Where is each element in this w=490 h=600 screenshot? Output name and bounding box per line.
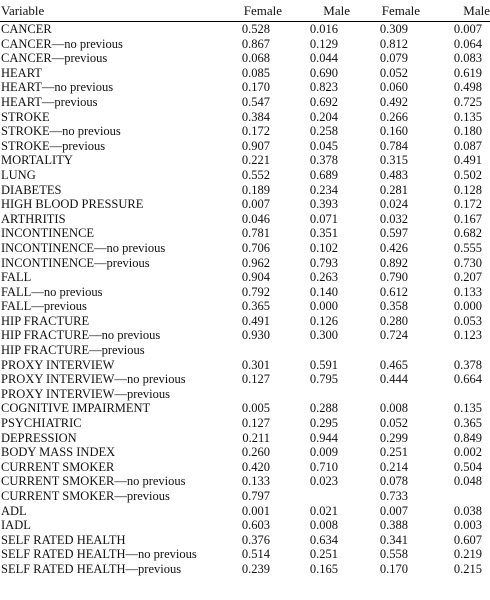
cell-female-2: 0.024 <box>379 197 408 212</box>
row-variable: HEART <box>1 65 42 80</box>
cell-male-2 <box>420 387 490 402</box>
cell-male-1 <box>282 387 350 402</box>
cell-male-2: 0.038 <box>453 503 482 518</box>
cell-male-2: 0.003 <box>453 518 482 533</box>
row-variable: FALL <box>1 270 32 285</box>
cell-male-2: 0.491 <box>453 153 482 168</box>
table-row <box>0 314 490 329</box>
table-row <box>0 139 490 154</box>
cell-male-2: 0.000 <box>453 299 482 314</box>
cell-female-1: 0.005 <box>241 401 270 416</box>
cell-male-1: 0.071 <box>309 211 338 226</box>
cell-female-1: 0.133 <box>241 474 270 489</box>
table-row <box>0 183 490 198</box>
cell-female-2: 0.214 <box>379 459 408 474</box>
cell-male-2: 0.172 <box>453 197 482 212</box>
table-row <box>0 460 490 475</box>
cell-male-2: 0.207 <box>453 270 482 285</box>
table-row <box>0 445 490 460</box>
cell-male-1: 0.258 <box>309 124 338 139</box>
cell-female-1: 0.514 <box>241 547 270 562</box>
cell-male-2: 0.215 <box>453 561 482 576</box>
cell-male-2: 0.725 <box>453 94 482 109</box>
cell-male-2: 0.664 <box>453 372 482 387</box>
table-row <box>0 474 490 489</box>
cell-male-2 <box>420 489 490 504</box>
table-row <box>0 489 490 504</box>
table-row <box>0 197 490 212</box>
cell-male-1: 0.393 <box>309 197 338 212</box>
row-variable: CANCER—no previous <box>1 36 123 51</box>
cell-female-1: 0.962 <box>241 255 270 270</box>
cell-male-1: 0.234 <box>309 182 338 197</box>
cell-female-2: 0.315 <box>379 153 408 168</box>
cell-female-2: 0.358 <box>379 299 408 314</box>
row-variable: PROXY INTERVIEW—previous <box>1 386 171 401</box>
cell-female-2: 0.079 <box>379 51 408 66</box>
row-variable: PROXY INTERVIEW <box>1 357 115 372</box>
cell-female-2: 0.170 <box>379 561 408 576</box>
cell-male-2: 0.619 <box>453 65 482 80</box>
cell-male-2: 0.682 <box>453 226 482 241</box>
cell-female-2: 0.266 <box>379 109 408 124</box>
cell-female-2: 0.281 <box>379 182 408 197</box>
cell-female-1: 0.068 <box>241 51 270 66</box>
cell-male-2: 0.502 <box>453 167 482 182</box>
row-variable: HEART—previous <box>1 94 98 109</box>
table-row <box>0 372 490 387</box>
row-variable: COGNITIVE IMPAIRMENT <box>1 401 151 416</box>
cell-male-1: 0.351 <box>309 226 338 241</box>
header-female-2: Female <box>350 0 420 22</box>
row-variable: SELF RATED HEALTH—no previous <box>1 547 197 562</box>
table-row <box>0 168 490 183</box>
cell-male-1 <box>282 489 350 504</box>
cell-female-2: 0.160 <box>379 124 408 139</box>
cell-female-1: 0.127 <box>241 416 270 431</box>
cell-female-2: 0.892 <box>379 255 408 270</box>
cell-male-2: 0.180 <box>453 124 482 139</box>
row-variable: STROKE <box>1 109 50 124</box>
cell-female-1: 0.907 <box>241 138 270 153</box>
cell-male-1: 0.008 <box>309 518 338 533</box>
cell-female-1: 0.365 <box>241 299 270 314</box>
cell-male-2: 0.607 <box>453 532 482 547</box>
header-female-1: Female <box>215 0 282 22</box>
cell-female-1: 0.603 <box>241 518 270 533</box>
table-row <box>0 504 490 519</box>
cell-female-2: 0.733 <box>379 489 408 503</box>
cell-female-1: 0.552 <box>241 167 270 182</box>
cell-female-1: 0.007 <box>241 197 270 212</box>
cell-male-2: 0.730 <box>453 255 482 270</box>
row-variable: INCONTINENCE <box>1 226 95 241</box>
cell-female-1: 0.170 <box>241 80 270 95</box>
row-variable: FALL—no previous <box>1 284 103 299</box>
cell-female-1: 0.085 <box>241 65 270 80</box>
row-variable: HIP FRACTURE—previous <box>1 343 145 358</box>
cell-male-1: 0.045 <box>309 138 338 153</box>
row-variable: INCONTINENCE—no previous <box>1 240 166 255</box>
table-row <box>0 416 490 431</box>
cell-male-2: 0.053 <box>453 313 482 328</box>
row-variable: ARTHRITIS <box>1 211 66 226</box>
header-row <box>0 0 490 22</box>
cell-male-1: 0.288 <box>309 401 338 416</box>
cell-female-1: 0.301 <box>241 357 270 372</box>
table-row <box>0 153 490 168</box>
cell-male-1: 0.000 <box>309 299 338 314</box>
row-variable: FALL—previous <box>1 299 87 314</box>
table-body <box>0 22 490 577</box>
cell-female-1: 0.867 <box>241 36 270 51</box>
table-row <box>0 66 490 81</box>
header-variable: Variable <box>0 0 215 22</box>
cell-male-1: 0.378 <box>309 153 338 168</box>
row-variable: HIP FRACTURE—no previous <box>1 328 161 343</box>
row-variable: LUNG <box>1 167 36 182</box>
row-variable: STROKE—previous <box>1 138 106 153</box>
cell-male-2: 0.498 <box>453 80 482 95</box>
table-row <box>0 285 490 300</box>
cell-female-2: 0.032 <box>379 211 408 226</box>
cell-female-1 <box>215 343 282 358</box>
cell-female-2: 0.078 <box>379 474 408 489</box>
cell-male-1: 0.689 <box>309 167 338 182</box>
cell-female-2: 0.052 <box>379 65 408 80</box>
header-male-1: Male <box>282 0 350 22</box>
row-variable: INCONTINENCE—previous <box>1 255 150 270</box>
cell-female-2: 0.309 <box>379 22 408 36</box>
cell-male-1: 0.140 <box>309 284 338 299</box>
cell-male-1: 0.165 <box>309 561 338 576</box>
cell-male-1: 0.126 <box>309 313 338 328</box>
cell-female-2: 0.060 <box>379 80 408 95</box>
row-variable: HEART—no previous <box>1 80 114 95</box>
cell-female-2: 0.426 <box>379 240 408 255</box>
table-row <box>0 328 490 343</box>
row-variable: CANCER—previous <box>1 51 108 66</box>
cell-male-2: 0.123 <box>453 328 482 343</box>
cell-male-2: 0.087 <box>453 138 482 153</box>
cell-male-2: 0.219 <box>453 547 482 562</box>
table-row <box>0 518 490 533</box>
cell-male-2: 0.133 <box>453 284 482 299</box>
row-variable: DIABETES <box>1 182 62 197</box>
table-row <box>0 533 490 548</box>
cell-female-1: 0.172 <box>241 124 270 139</box>
cell-female-1: 0.211 <box>242 430 270 445</box>
cell-female-2: 0.558 <box>379 547 408 562</box>
cell-male-2: 0.555 <box>453 240 482 255</box>
cell-male-1: 0.793 <box>309 255 338 270</box>
table-row <box>0 270 490 285</box>
cell-male-2: 0.002 <box>453 445 482 460</box>
cell-male-1: 0.263 <box>309 270 338 285</box>
cell-male-2: 0.849 <box>453 430 482 445</box>
cell-male-1: 0.944 <box>309 430 338 445</box>
cell-female-2 <box>350 343 420 358</box>
cell-female-2 <box>350 387 420 402</box>
row-variable: BODY MASS INDEX <box>1 445 116 460</box>
cell-male-1: 0.204 <box>309 109 338 124</box>
row-variable: DEPRESSION <box>1 430 77 445</box>
cell-female-2: 0.388 <box>379 518 408 533</box>
row-variable: ADL <box>1 503 27 518</box>
row-variable: HIP FRACTURE <box>1 313 90 328</box>
cell-female-2: 0.597 <box>379 226 408 241</box>
cell-female-1: 0.797 <box>241 489 270 503</box>
cell-male-2: 0.128 <box>453 182 482 197</box>
cell-male-1 <box>282 343 350 358</box>
table-row <box>0 358 490 373</box>
row-variable: CANCER <box>1 22 52 36</box>
table-row <box>0 51 490 66</box>
cell-male-2: 0.048 <box>453 474 482 489</box>
cell-male-1: 0.023 <box>309 474 338 489</box>
cell-female-1 <box>215 387 282 402</box>
cell-male-1: 0.823 <box>309 80 338 95</box>
cell-male-1: 0.102 <box>309 240 338 255</box>
cell-male-2: 0.083 <box>453 51 482 66</box>
header-male-2: Male <box>420 0 490 22</box>
cell-female-2: 0.280 <box>379 313 408 328</box>
table-row <box>0 124 490 139</box>
row-variable: STROKE—no previous <box>1 124 121 139</box>
table-row <box>0 241 490 256</box>
cell-female-2: 0.465 <box>379 357 408 372</box>
cell-female-2: 0.007 <box>379 503 408 518</box>
table-row <box>0 562 490 577</box>
row-variable: CURRENT SMOKER—no previous <box>1 474 186 489</box>
cell-female-1: 0.376 <box>241 532 270 547</box>
cell-male-2: 0.064 <box>453 36 482 51</box>
cell-female-1: 0.001 <box>241 503 270 518</box>
cell-female-1: 0.547 <box>241 94 270 109</box>
cell-male-1: 0.251 <box>309 547 338 562</box>
cell-female-1: 0.046 <box>241 211 270 226</box>
cell-female-2: 0.492 <box>379 94 408 109</box>
cell-female-1: 0.384 <box>241 109 270 124</box>
row-variable: MORTALITY <box>1 153 73 168</box>
cell-female-2: 0.251 <box>379 445 408 460</box>
cell-male-1: 0.634 <box>309 532 338 547</box>
cell-female-2: 0.444 <box>379 372 408 387</box>
cell-female-2: 0.784 <box>379 138 408 153</box>
cell-male-1: 0.295 <box>309 416 338 431</box>
table-row <box>0 401 490 416</box>
row-variable: PSYCHIATRIC <box>1 416 82 431</box>
cell-female-1: 0.260 <box>241 445 270 460</box>
row-variable: SELF RATED HEALTH—previous <box>1 561 182 576</box>
cell-male-1: 0.009 <box>309 445 338 460</box>
cell-female-1: 0.491 <box>241 313 270 328</box>
table-row <box>0 212 490 227</box>
cell-female-1: 0.221 <box>241 153 270 168</box>
cell-female-2: 0.052 <box>379 416 408 431</box>
cell-male-1: 0.129 <box>309 36 338 51</box>
cell-female-2: 0.790 <box>379 270 408 285</box>
cell-male-2: 0.378 <box>453 357 482 372</box>
table-row <box>0 110 490 125</box>
cell-male-2 <box>420 343 490 358</box>
cell-female-1: 0.528 <box>241 22 270 36</box>
row-variable: IADL <box>1 518 31 533</box>
cell-female-1: 0.706 <box>241 240 270 255</box>
cell-female-1: 0.127 <box>241 372 270 387</box>
table-row <box>0 256 490 271</box>
table-row <box>0 431 490 446</box>
cell-female-1: 0.904 <box>241 270 270 285</box>
cell-male-1: 0.044 <box>309 51 338 66</box>
row-variable: CURRENT SMOKER—previous <box>1 489 170 503</box>
cell-female-1: 0.792 <box>241 284 270 299</box>
row-variable: HIGH BLOOD PRESSURE <box>1 197 144 212</box>
cell-female-1: 0.420 <box>241 459 270 474</box>
cell-male-1: 0.016 <box>309 22 338 36</box>
cell-female-1: 0.189 <box>241 182 270 197</box>
cell-male-1: 0.591 <box>309 357 338 372</box>
cell-male-1: 0.300 <box>309 328 338 343</box>
cell-female-1: 0.239 <box>241 561 270 576</box>
cell-female-2: 0.812 <box>379 36 408 51</box>
cell-male-2: 0.167 <box>453 211 482 226</box>
table-row <box>0 547 490 562</box>
cell-male-2: 0.504 <box>453 459 482 474</box>
cell-male-2: 0.135 <box>453 401 482 416</box>
table-row <box>0 80 490 95</box>
cell-male-1: 0.710 <box>309 459 338 474</box>
cell-female-1: 0.930 <box>241 328 270 343</box>
row-variable: PROXY INTERVIEW—no previous <box>1 372 186 387</box>
cell-male-1: 0.795 <box>309 372 338 387</box>
cell-male-1: 0.021 <box>309 503 338 518</box>
cell-female-2: 0.724 <box>379 328 408 343</box>
table-row <box>0 299 490 314</box>
table-row <box>0 37 490 52</box>
cell-female-2: 0.341 <box>379 532 408 547</box>
cell-female-1: 0.781 <box>241 226 270 241</box>
cell-male-1: 0.692 <box>309 94 338 109</box>
cell-male-2: 0.365 <box>453 416 482 431</box>
cell-male-2: 0.135 <box>453 109 482 124</box>
cell-female-2: 0.008 <box>379 401 408 416</box>
table-row <box>0 22 490 37</box>
table-row <box>0 226 490 241</box>
table-row <box>0 387 490 402</box>
cell-female-2: 0.483 <box>379 167 408 182</box>
row-variable: CURRENT SMOKER <box>1 459 115 474</box>
cell-male-1: 0.690 <box>309 65 338 80</box>
table-row <box>0 343 490 358</box>
cell-male-2: 0.007 <box>453 22 482 36</box>
row-variable: SELF RATED HEALTH <box>1 532 126 547</box>
cell-female-2: 0.299 <box>379 430 408 445</box>
cell-female-2: 0.612 <box>379 284 408 299</box>
table-row <box>0 95 490 110</box>
